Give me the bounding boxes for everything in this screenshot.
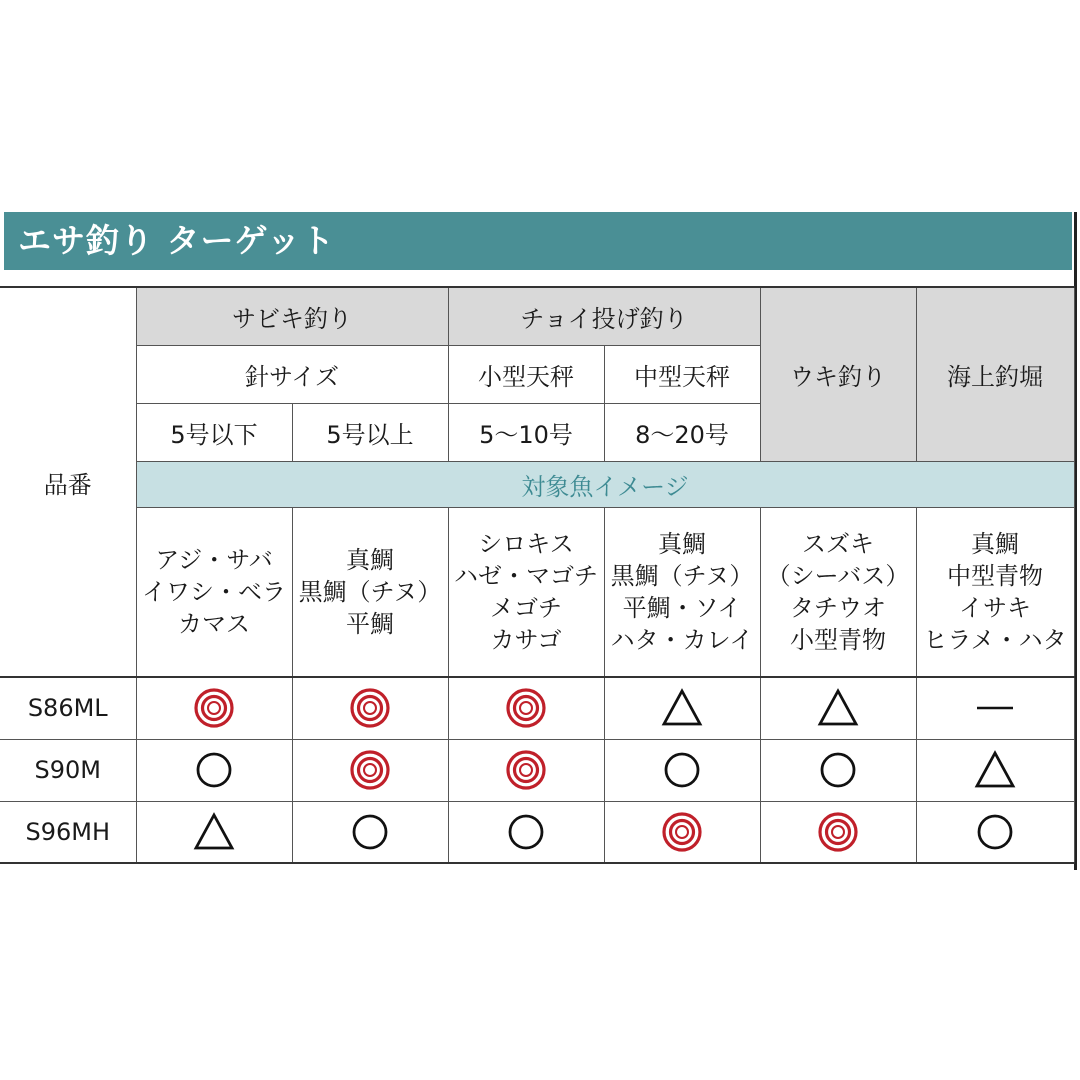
size-5-below: 5号以下 — [136, 403, 292, 461]
rating-cell — [292, 801, 448, 863]
size-8-20: 8〜20号 — [604, 403, 760, 461]
header-sabiki: サビキ釣り — [136, 287, 448, 345]
model-row — [0, 677, 1074, 739]
rating-cell — [448, 801, 604, 863]
double-circle-icon — [816, 810, 860, 854]
rating-cell — [604, 677, 760, 739]
fish-name: 中型青物 — [947, 561, 1043, 590]
fish-name: タチウオ — [790, 593, 886, 622]
model-row — [0, 801, 1074, 863]
rating-cell — [604, 801, 760, 863]
double-circle-icon — [504, 686, 548, 730]
fish-name: （シーバス） — [766, 561, 910, 590]
size-5-10: 5〜10号 — [448, 403, 604, 461]
fish-name: シロキス — [478, 529, 574, 558]
double-circle-icon — [504, 748, 548, 792]
rating-cell — [604, 739, 760, 801]
fish-name: イワシ・ベラ — [142, 577, 286, 606]
circle-icon — [973, 810, 1017, 854]
rating-cell — [916, 801, 1074, 863]
model-header: 品番 — [0, 287, 136, 677]
rating-cell — [292, 677, 448, 739]
fish-name: 黒鯛（チヌ） — [298, 577, 442, 606]
panel-title: エサ釣り ターゲット — [4, 212, 1072, 270]
rating-cell — [916, 677, 1074, 739]
fish-name: カサゴ — [490, 625, 562, 654]
fish-cell-3 — [604, 507, 760, 677]
model-name: S96MH — [0, 801, 136, 863]
target-table — [0, 286, 1075, 864]
double-circle-icon — [192, 686, 236, 730]
circle-icon — [816, 748, 860, 792]
dash-icon — [973, 686, 1017, 730]
fish-name: カマス — [178, 609, 250, 638]
size-5-above: 5号以上 — [292, 403, 448, 461]
fish-name: 平鯛 — [346, 609, 394, 638]
fish-cell-5 — [916, 507, 1074, 677]
header-choi: チョイ投げ釣り — [448, 287, 760, 345]
circle-icon — [660, 748, 704, 792]
rating-cell — [448, 677, 604, 739]
triangle-icon — [192, 810, 236, 854]
header-uki: ウキ釣り — [760, 287, 916, 461]
header-kaijo: 海上釣堀 — [916, 287, 1074, 461]
fish-cell-0 — [136, 507, 292, 677]
fish-name: ヒラメ・ハタ — [923, 625, 1067, 654]
fish-name: ハタ・カレイ — [610, 625, 754, 654]
header-kogata: 小型天秤 — [448, 345, 604, 403]
fish-name: 黒鯛（チヌ） — [610, 561, 754, 590]
fish-name: イサキ — [959, 593, 1031, 622]
rating-cell — [760, 739, 916, 801]
fish-name: アジ・サバ — [155, 545, 273, 574]
target-fish-band: 対象魚イメージ — [136, 461, 1074, 507]
fish-name: 小型青物 — [790, 625, 886, 654]
fish-name: スズキ — [802, 529, 874, 558]
triangle-icon — [816, 686, 860, 730]
header-hari-size: 針サイズ — [136, 345, 448, 403]
rating-cell — [136, 801, 292, 863]
fish-name: 真鯛 — [346, 545, 394, 574]
fish-cell-2 — [448, 507, 604, 677]
fish-name: メゴチ — [490, 593, 562, 622]
model-name: S90M — [0, 739, 136, 801]
rating-cell — [136, 677, 292, 739]
header-chugata: 中型天秤 — [604, 345, 760, 403]
circle-icon — [348, 810, 392, 854]
fish-name: ハゼ・マゴチ — [454, 561, 598, 590]
double-circle-icon — [348, 748, 392, 792]
circle-icon — [504, 810, 548, 854]
model-row — [0, 739, 1074, 801]
rating-cell — [916, 739, 1074, 801]
rating-cell — [760, 801, 916, 863]
fish-name: 真鯛 — [971, 529, 1019, 558]
triangle-icon — [973, 748, 1017, 792]
fish-name: 真鯛 — [658, 529, 706, 558]
circle-icon — [192, 748, 236, 792]
rating-cell — [760, 677, 916, 739]
fish-cell-1 — [292, 507, 448, 677]
fish-row — [0, 507, 1074, 677]
rating-cell — [292, 739, 448, 801]
fish-cell-4 — [760, 507, 916, 677]
model-name: S86ML — [0, 677, 136, 739]
double-circle-icon — [348, 686, 392, 730]
rating-rows — [0, 677, 1074, 863]
fish-name: 平鯛・ソイ — [622, 593, 742, 622]
double-circle-icon — [660, 810, 704, 854]
target-table-panel — [0, 212, 1080, 870]
rating-cell — [448, 739, 604, 801]
triangle-icon — [660, 686, 704, 730]
rating-cell — [136, 739, 292, 801]
